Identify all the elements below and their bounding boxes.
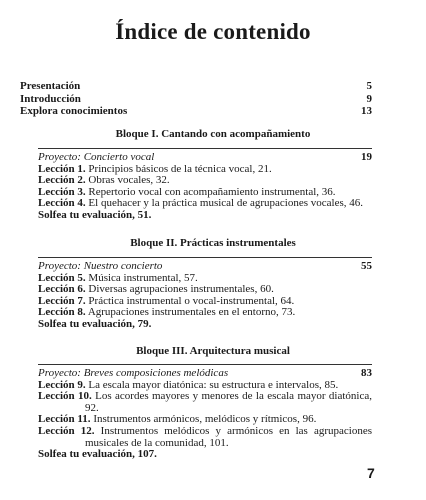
lesson-number: Lección 1. <box>38 162 86 175</box>
page-number: 7 <box>367 465 375 481</box>
lesson-text: Instrumentos melódicos y armónicos en las agrupaciones musicales de la comunidad, 101. <box>85 424 372 449</box>
evaluation-entry[interactable]: Solfea tu evaluación, 51. <box>38 208 152 221</box>
lesson-number: Lección 8. <box>38 306 86 319</box>
toc-entry-page: 5 <box>366 80 372 92</box>
toc-entry-explora[interactable] <box>20 105 372 118</box>
block-2-title: Bloque II. Prácticas instrumentales <box>130 237 296 249</box>
project-page: 55 <box>361 260 372 272</box>
lesson-number: Lección 6. <box>38 283 86 296</box>
project-page: 19 <box>361 151 372 163</box>
toc-entry-page: 9 <box>366 92 372 105</box>
lesson-entry[interactable] <box>38 426 372 449</box>
lesson-text: Música instrumental, 57. <box>88 271 198 284</box>
lesson-text: Obras vocales, 32. <box>88 174 170 187</box>
front-matter-list <box>20 80 372 118</box>
toc-entry-label: Explora conocimientos <box>20 105 128 117</box>
lesson-number: Lección 11. <box>38 413 91 426</box>
lesson-number: Lección 10. <box>38 390 92 403</box>
lesson-number: Lección 5. <box>38 271 86 284</box>
evaluation-entry[interactable]: Solfea tu evaluación, 79. <box>38 317 152 330</box>
lesson-number: Lección 12. <box>38 424 95 437</box>
toc-entry-page: 13 <box>361 105 372 117</box>
toc-entry-introduccion[interactable] <box>20 93 372 106</box>
block-2-contents <box>38 261 372 331</box>
lesson-text: Agrupaciones instrumentales en el entorno, 73. <box>87 306 296 319</box>
project-label: Proyecto: Breves composiciones melódicas <box>38 367 229 379</box>
block-3-contents <box>38 368 372 461</box>
lesson-text: Práctica instrumental o vocal-instrumental, 64. <box>88 294 295 307</box>
block-2-divider <box>38 257 372 258</box>
block-3-divider <box>38 364 372 365</box>
block-1-title: Bloque I. Cantando con acompañamiento <box>115 128 311 140</box>
toc-entry-label: Introducción <box>20 92 81 105</box>
lesson-number: Lección 7. <box>38 294 86 307</box>
block-1-contents <box>38 152 372 222</box>
lesson-number: Lección 4. <box>38 197 86 210</box>
lesson-text: Los acordes mayores y menores de la escala mayor diatónica, 92. <box>85 390 372 414</box>
lesson-text: El quehacer y la práctica musical de agrupaciones vocales, 46. <box>88 197 363 210</box>
page-title: Índice de contenido <box>115 19 311 44</box>
lesson-text: Principios básicos de la técnica vocal, 21. <box>88 162 272 175</box>
toc-entry-presentacion[interactable] <box>20 80 372 93</box>
evaluation-entry[interactable]: Solfea tu evaluación, 107. <box>38 448 157 461</box>
toc-entry-label: Presentación <box>20 80 81 92</box>
lesson-entry[interactable] <box>38 391 372 414</box>
lesson-text: Diversas agrupaciones instrumentales, 60. <box>88 283 274 296</box>
project-page: 83 <box>361 367 372 379</box>
lesson-number: Lección 9. <box>38 378 86 391</box>
lesson-text: Instrumentos armónicos, melódicos y rítmicos, 96. <box>93 413 317 426</box>
project-label: Proyecto: Concierto vocal <box>38 151 155 163</box>
lesson-text: Repertorio vocal con acompañamiento instrumental, 36. <box>88 185 336 198</box>
block-3-title: Bloque III. Arquitectura musical <box>136 345 290 357</box>
block-1-divider <box>38 148 372 149</box>
lesson-text: La escala mayor diatónica: su estructura e intervalos, 85. <box>88 378 339 391</box>
project-label: Proyecto: Nuestro concierto <box>38 260 163 272</box>
lesson-number: Lección 3. <box>38 185 86 198</box>
lesson-number: Lección 2. <box>38 174 86 187</box>
